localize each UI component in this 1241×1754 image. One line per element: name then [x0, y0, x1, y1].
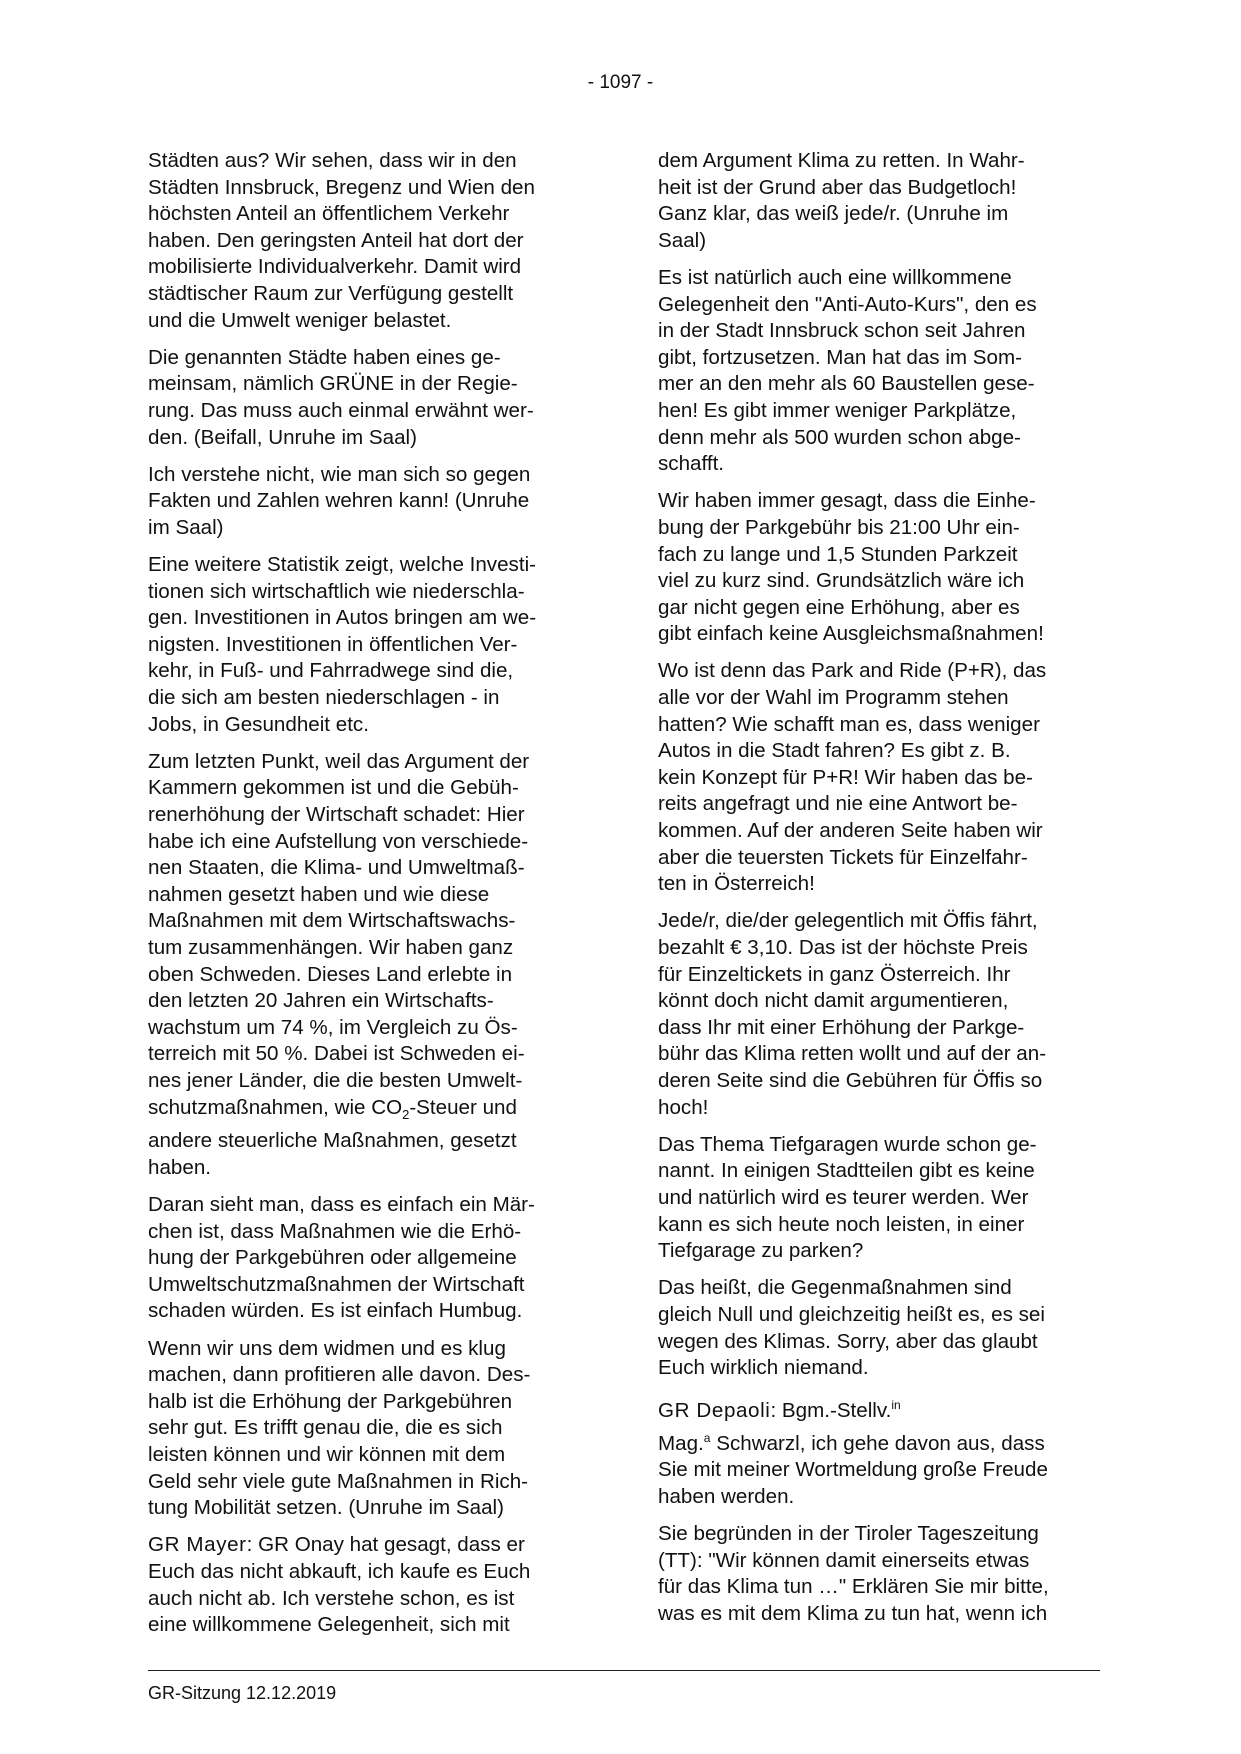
- paragraph: Eine weitere Statistik zeigt, welche Investi- tionen sich wirtschaftlich wie niederschla- gen. Investitionen in Autos bringen am we- nigsten. Investitionen in öffentlichen Ver- kehr, in Fuß- und Fahrradwege sind die, die sich am besten niederschlagen - in Jobs, in Gesundheit etc.: [148, 553, 537, 736]
- left-column: [148, 148, 586, 1649]
- text-run: Zum letzten Punkt, weil das Argument der Kammern gekommen ist und die Gebüh- renerhöhung der Wirtschaft schadet: Hier habe ich eine Aufstellung von verschiede- nen Staaten, die Klima- und Umweltmaß- nahmen gesetzt haben und wie diese Maßnahmen mit dem Wirtschaftswachs- tum zusammenhängen. Wir haben ganz oben Schweden. Dieses Land erlebte in den letzten 20 Jahren ein Wirtschafts- wachstum um 74 %, im Vergleich zu Ös- terreich mit 50 %. Dabei ist Schweden ei- nes jener Länder, die die besten Umwelt- schutzmaßnahmen, wie CO: [148, 749, 530, 1119]
- text-run: Mag.: [658, 1431, 704, 1455]
- subscript: 2: [402, 1106, 410, 1122]
- paragraph: Wo ist denn das Park and Ride (P+R), das alle vor der Wahl im Programm stehen hatten? Wie schafft man es, dass weniger Autos in die Stadt fahren? Es gibt z. B. kein Konzept für P+R! Wir haben das be- reits angefragt und nie eine Antwort be- kommen. Auf der anderen Seite haben wir aber die teuersten Tickets für Einzelfahr- ten in Österreich!: [658, 659, 1047, 896]
- paragraph: Wir haben immer gesagt, dass die Einhe- bung der Parkgebühr bis 21:00 Uhr ein- fach zu lange und 1,5 Stunden Parkzeit viel zu kurz sind. Grundsätzlich wäre ich gar nicht gegen eine Erhöhung, aber es gibt einfach keine Ausgleichsmaßnahmen!: [658, 489, 1044, 646]
- right-column: [658, 148, 1100, 1638]
- paragraph: [658, 1392, 1100, 1510]
- page-number: - 1097 -: [587, 72, 654, 93]
- footer-divider: [148, 1670, 1100, 1671]
- paragraph: Die genannten Städte haben eines ge- meinsam, nämlich GRÜNE in der Regie- rung. Das muss auch einmal erwähnt wer- den. (Beifall, Unruhe im Saal): [148, 345, 534, 449]
- text-run: : Bgm.-Stellv.: [770, 1399, 892, 1423]
- footer-text: GR-Sitzung 12.12.2019: [148, 1683, 337, 1703]
- text-run: Schwarzl, ich gehe davon aus, dass Sie mit meiner Wortmeldung große Freude haben werden.: [658, 1431, 1048, 1508]
- paragraph: Es ist natürlich auch eine willkommene Gelegenheit den "Anti-Auto-Kurs", den es in der Stadt Innsbruck schon seit Jahren gibt, fortzusetzen. Man hat das im Som- mer an den mehr als 60 Baustellen gese- hen! Es gibt immer weniger Parkplätze, denn mehr als 500 wurden schon abge- schafft.: [658, 265, 1037, 476]
- paragraph: Jede/r, die/der gelegentlich mit Öffis fährt, bezahlt € 3,10. Das ist der höchste Preis für Einzeltickets in ganz Österreich. Ihr könnt doch nicht damit argumentieren, dass Ihr mit einer Erhöhung der Parkge- bühr das Klima retten wollt und auf der an- deren Seite sind die Gebühren für Öffis so hoch!: [658, 909, 1047, 1119]
- paragraph: Ich verstehe nicht, wie man sich so gegen Fakten und Zahlen wehren kann! (Unruhe im Saal): [148, 462, 531, 539]
- paragraph: [148, 749, 586, 1182]
- paragraph: Städten aus? Wir sehen, dass wir in den Städten Innsbruck, Bregenz und Wien den höchsten Anteil an öffentlichem Verkehr haben. Den geringsten Anteil hat dort der mobilisierte Individualverkehr. Damit wird städtischer Raum zur Verfügung gestellt und die Umwelt weniger belastet.: [148, 149, 535, 332]
- speaker-name: GR Mayer: [148, 1533, 247, 1557]
- text-run: -Steuer und andere steuerliche Maßnahmen, gesetzt haben.: [148, 1095, 517, 1179]
- paragraph: dem Argument Klima zu retten. In Wahr- heit ist der Grund aber das Budgetloch! Ganz klar, das weiß jede/r. (Unruhe im Saal): [658, 149, 1025, 252]
- paragraph: Das Thema Tiefgaragen wurde schon ge- nannt. In einigen Stadtteilen gibt es keine und natürlich wird es teurer werden. Wer kann es sich heute noch leisten, in einer Tiefgarage zu parken?: [658, 1132, 1037, 1263]
- paragraph: Das heißt, die Gegenmaßnahmen sind gleich Null und gleichzeitig heißt es, es sei wegen des Klimas. Sorry, aber das glaubt Euch wirklich niemand.: [658, 1276, 1045, 1380]
- speaker-name: GR Depaoli: [658, 1399, 771, 1423]
- paragraph: Sie begründen in der Tiroler Tageszeitung (TT): "Wir können damit einerseits etwas für das Klima tun …" Erklären Sie mir bitte, was es mit dem Klima zu tun hat, wenn ich: [658, 1521, 1049, 1625]
- paragraph: [148, 1532, 586, 1638]
- superscript: in: [891, 1398, 901, 1413]
- paragraph: Daran sieht man, dass es einfach ein Mär- chen ist, dass Maßnahmen wie die Erhö- hung der Parkgebühren oder allgemeine Umweltschutzmaßnahmen der Wirtschaft schaden würden. Es ist einfach Humbug.: [148, 1193, 535, 1323]
- superscript: a: [703, 1430, 711, 1445]
- text-run: : GR Onay hat gesagt, dass er Euch das nicht abkauft, ich kaufe es Euch auch nicht ab. Ich verstehe schon, es ist eine willkommene Gelegenheit, sich mit: [148, 1533, 531, 1637]
- paragraph: Wenn wir uns dem widmen und es klug machen, dann profitieren alle davon. Des- halb ist die Erhöhung der Parkgebühren sehr gut. Es trifft genau die, die es sich leisten können und wir können mit dem Geld sehr viele gute Maßnahmen in Rich- tung Mobilität setzen. (Unruhe im Saal): [148, 1336, 531, 1520]
